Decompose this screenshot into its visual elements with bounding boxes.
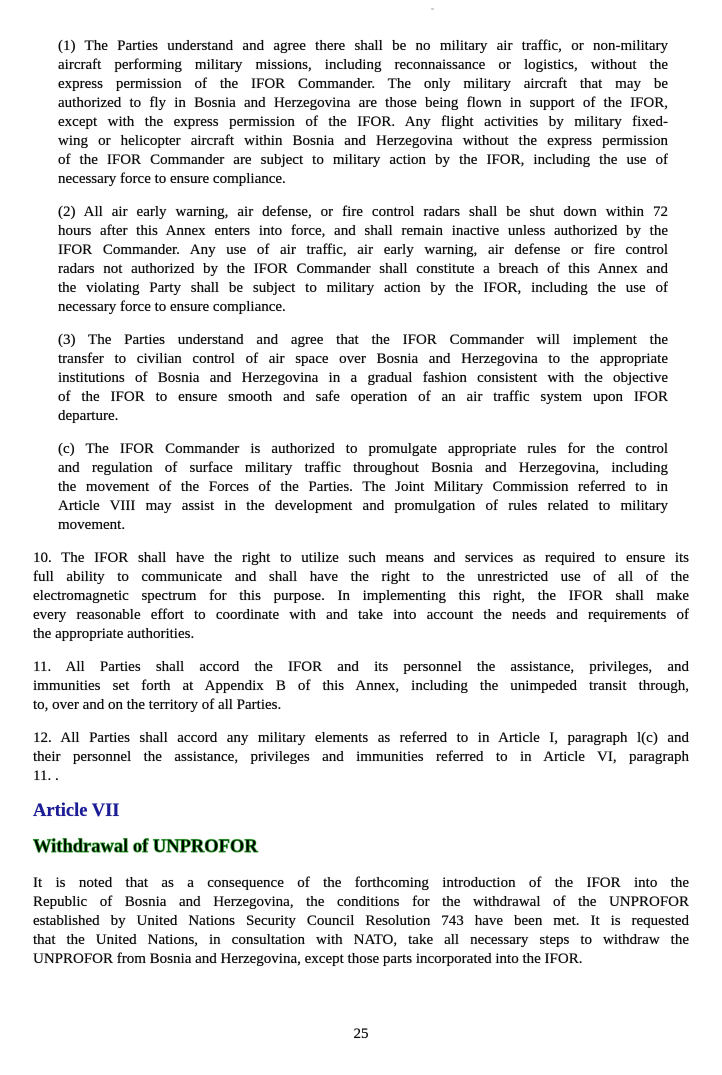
scan-artifact-dot <box>431 8 434 10</box>
text-line: authorized to fly in Bosnia and Herzegovina are those being flown in support of the IFOR, <box>58 95 668 111</box>
text-line: to, over and on the territory of all Parties. <box>33 697 282 713</box>
page-number: 25 <box>353 1026 369 1042</box>
text-line: 12. All Parties shall accord any military elements as referred to in Article I, paragraph l(c) and <box>33 730 689 746</box>
text-line: the appropriate authorities. <box>33 626 195 642</box>
article-heading: Article VII <box>33 801 120 821</box>
text-line: necessary force to ensure compliance. <box>58 171 286 187</box>
text-line: institutions of Bosnia and Herzegovina in a gradual fashion consistent with the objective <box>58 370 668 386</box>
text-line: and regulation of surface military traffic throughout Bosnia and Herzegovina, including <box>58 460 668 476</box>
text-line: (3) The Parties understand and agree that the IFOR Commander will implement the <box>58 332 668 348</box>
text-line: departure. <box>58 408 119 424</box>
text-line: movement. <box>58 517 126 533</box>
text-line: Article VIII may assist in the development and promulgation of rules related to military <box>58 498 668 514</box>
text-line: (1) The Parties understand and agree there shall be no military air traffic, or non-military <box>58 38 668 54</box>
text-line: Republic of Bosnia and Herzegovina, the conditions for the withdrawal of the UNPROFOR <box>33 894 689 910</box>
text-line: radars not authorized by the IFOR Commander shall constitute a breach of this Annex and <box>58 261 668 277</box>
text-line: UNPROFOR from Bosnia and Herzegovina, except those parts incorporated into the IFOR. <box>33 951 583 967</box>
text-line: express permission of the IFOR Commander. The only military aircraft that may be <box>58 76 668 92</box>
text-line: of the IFOR to ensure smooth and safe operation of an air traffic system upon IFOR <box>58 389 668 405</box>
text-line: full ability to communicate and shall have the right to the unrestricted use of all of the <box>33 569 689 585</box>
text-line: wing or helicopter aircraft within Bosnia and Herzegovina without the express permission <box>58 133 668 149</box>
text-line: IFOR Commander. Any use of air traffic, air early warning, air defense or fire control <box>58 242 668 258</box>
paragraph-10 <box>33 549 689 644</box>
text-line: every reasonable effort to coordinate with and take into account the needs and requirements of <box>33 607 689 623</box>
text-line: necessary force to ensure compliance. <box>58 299 286 315</box>
text-line: except with the express permission of the IFOR. Any flight activities by military fixed- <box>58 114 668 130</box>
text-line: 11. All Parties shall accord the IFOR and its personnel the assistance, privileges, and <box>33 659 689 675</box>
text-line: 10. The IFOR shall have the right to utilize such means and services as required to ensure its <box>33 550 689 566</box>
text-line: 11. . <box>33 768 59 784</box>
paragraph-3 <box>58 331 668 426</box>
text-line: (c) The IFOR Commander is authorized to promulgate appropriate rules for the control <box>58 441 668 457</box>
paragraph-12 <box>33 729 689 786</box>
closing-paragraph <box>33 874 689 969</box>
text-line: hours after this Annex enters into force, and shall remain inactive unless authorized by the <box>58 223 668 239</box>
text-line: (2) All air early warning, air defense, or fire control radars shall be shut down within 72 <box>58 204 668 220</box>
text-line: It is noted that as a consequence of the forthcoming introduction of the IFOR into the <box>33 875 689 891</box>
text-line: immunities set forth at Appendix B of this Annex, including the unimpeded transit through, <box>33 678 689 694</box>
text-line: electromagnetic spectrum for this purpose. In implementing this right, the IFOR shall make <box>33 588 689 604</box>
text-line: transfer to civilian control of air space over Bosnia and Herzegovina to the appropriate <box>58 351 668 367</box>
text-line: of the IFOR Commander are subject to military action by the IFOR, including the use of <box>58 152 668 168</box>
section-heading: Withdrawal of UNPROFOR <box>33 837 258 857</box>
text-line: established by United Nations Security Council Resolution 743 have been met. It is requested <box>33 913 689 929</box>
paragraph-c <box>58 440 668 535</box>
text-line: the movement of the Forces of the Parties. The Joint Military Commission referred to in <box>58 479 668 495</box>
text-line: the violating Party shall be subject to military action by the IFOR, including the use of <box>58 280 668 296</box>
paragraph-11 <box>33 658 689 715</box>
paragraph-1 <box>58 37 668 189</box>
text-line: their personnel the assistance, privileges and immunities referred to in Article VI, paragraph <box>33 749 689 765</box>
paragraph-2 <box>58 203 668 317</box>
text-line: that the United Nations, in consultation with NATO, take all necessary steps to withdraw the <box>33 932 689 948</box>
text-line: aircraft performing military missions, including reconnaissance or logistics, without the <box>58 57 668 73</box>
